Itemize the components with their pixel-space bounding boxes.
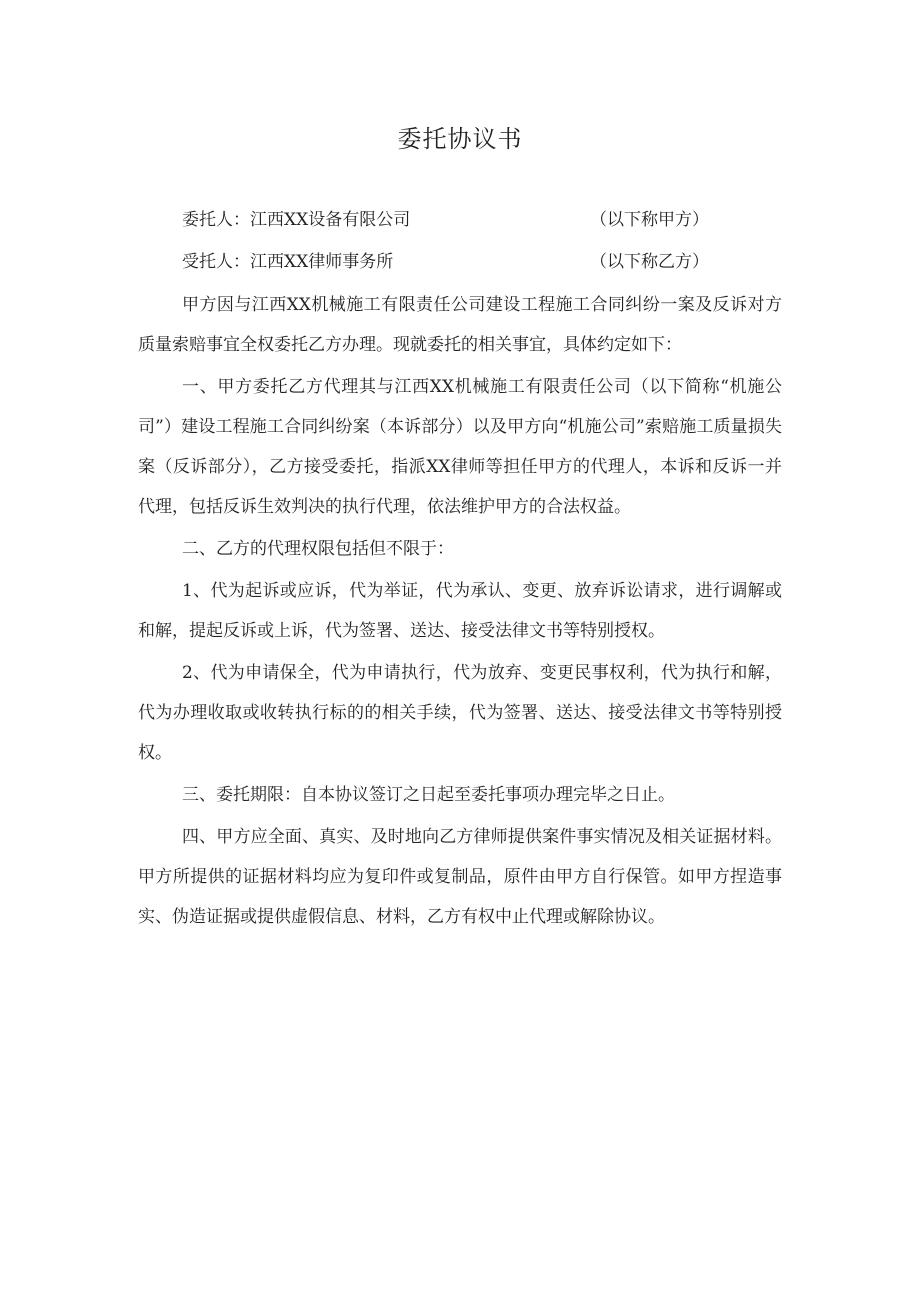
paragraph-clause-1: 一、甲方委托乙方代理其与江西XX机械施工有限责任公司（以下简称“机施公司”）建设工程施工合同纠纷案（本诉部分）以及甲方向“机施公司”索赔施工质量损失案（反诉部分），乙方接受委托，指派XX律师等担任甲方的代理人，本诉和反诉一并代理，包括反诉生效判决的执行代理，依法维护甲方的合法权益。 [138, 377, 782, 517]
agent-name: 受托人：江西XX律师事务所 [182, 252, 394, 272]
principal-alias: （以下称甲方） [590, 210, 709, 230]
paragraph-clause-2: 二、乙方的代理权限包括但不限于： [182, 539, 454, 559]
principal-row [138, 199, 782, 241]
paragraph-clause-3: 三、委托期限：自本协议签订之日起至委托事项办理完毕之日止。 [182, 785, 675, 805]
paragraph-intro: 甲方因与江西XX机械施工有限责任公司建设工程施工合同纠纷一案及反诉对方质量索赔事宜全权委托乙方办理。现就委托的相关事宜，具体约定如下： [138, 295, 782, 355]
paragraph-clause-2-item-2: 2、代为申请保全，代为申请执行，代为放弃、变更民事权利，代为执行和解，代为办理收取或收转执行标的的相关手续，代为签署、送达、接受法律文书等特别授权。 [138, 663, 782, 763]
agent-row [138, 241, 782, 283]
principal-name: 委托人：江西XX设备有限公司 [182, 210, 411, 230]
document-title: 委托协议书 [397, 125, 523, 153]
paragraph-clause-4: 四、甲方应全面、真实、及时地向乙方律师提供案件事实情况及相关证据材料。甲方所提供的证据材料均应为复印件或复制品，原件由甲方自行保管。如甲方捏造事实、伪造证据或提供虚假信息、材料，乙方有权中止代理或解除协议。 [138, 827, 782, 927]
agent-alias: （以下称乙方） [590, 252, 709, 272]
paragraph-clause-2-item-1: 1、代为起诉或应诉，代为举证，代为承认、变更、放弃诉讼请求，进行调解或和解，提起反诉或上诉，代为签署、送达、接受法律文书等特别授权。 [138, 581, 782, 641]
